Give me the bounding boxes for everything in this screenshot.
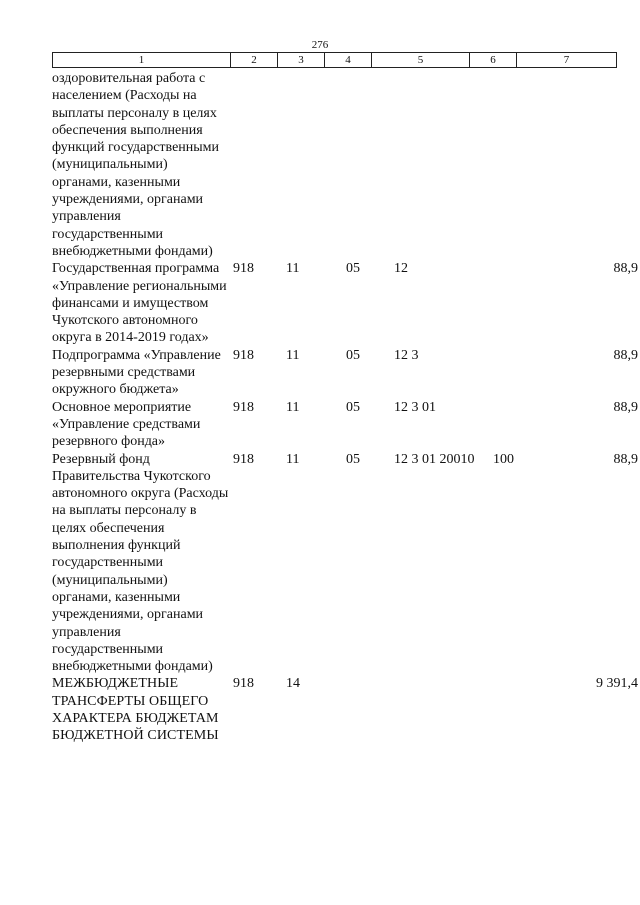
column-number-header: [52, 52, 617, 68]
row-ministry-code: 918: [233, 451, 254, 467]
row-section-code: 11: [286, 261, 300, 277]
row-subsection-code: 05: [346, 261, 360, 277]
row-target-code: [392, 675, 491, 744]
row-amount: [539, 70, 639, 260]
column-number-4: 4: [325, 53, 372, 68]
row-target-code: 12 3 01 20010: [394, 451, 475, 467]
row-subsection-code: [332, 70, 392, 260]
column-number-row: [53, 53, 617, 68]
row-target-code: 12: [394, 261, 408, 277]
row-subsection-code: 05: [346, 347, 360, 363]
row-section-code: 11: [286, 451, 300, 467]
row-ministry-code: 918: [233, 261, 254, 277]
column-number-5: 5: [372, 53, 470, 68]
row-expense-type: [491, 260, 539, 346]
row-amount: 88,9: [613, 451, 638, 467]
row-name: Основное мероприятие «Управление средствами резервного фонда»: [52, 399, 201, 450]
column-number-3: 3: [278, 53, 325, 68]
row-ministry-code: [231, 70, 279, 260]
page-number: 276: [311, 39, 329, 51]
row-name: МЕЖБЮДЖЕТНЫЕ ТРАНСФЕРТЫ ОБЩЕГО ХАРАКТЕРА БЮДЖЕТАМ БЮДЖЕТНОЙ СИСТЕМЫ: [52, 676, 219, 744]
row-section-code: [279, 70, 332, 260]
row-subsection-code: [332, 675, 392, 744]
table-row: [52, 451, 639, 676]
row-section-code: 11: [286, 399, 300, 415]
column-number-7: 7: [517, 53, 617, 68]
row-amount: 88,9: [613, 399, 638, 415]
table-row: [52, 260, 639, 346]
row-expense-type: [491, 675, 539, 744]
row-name: Резервный фонд Правительства Чукотского автономного округа (Расходы на выплаты персоналу в целях обеспечения выполнения функций государственными (муниципальными) органами, казенными учреждениями, органами управления государственными внебюджетными фондами): [52, 451, 229, 675]
row-ministry-code: 918: [233, 347, 254, 363]
table-row: [52, 399, 639, 451]
row-expense-type: [491, 70, 539, 260]
row-name: Государственная программа «Управление региональными финансами и имуществом Чукотского автономного округа в 2014-2019 годах»: [52, 261, 227, 346]
row-amount: 88,9: [613, 347, 638, 363]
row-amount: 88,9: [613, 261, 638, 277]
row-subsection-code: 05: [346, 451, 360, 467]
row-name: оздоровительная работа с населением (Расходы на выплаты персоналу в целях обеспечения выполнения функций государственными (муниципальными) органами, казенными учреждениями, органами управления государственными внебюджетными фондами): [52, 71, 220, 259]
table-row: [52, 675, 639, 744]
table-row: [52, 70, 639, 260]
row-ministry-code: 918: [233, 676, 254, 692]
row-expense-type: [491, 399, 539, 451]
row-expense-type: [491, 347, 539, 399]
row-expense-type: 100: [493, 451, 514, 467]
budget-table: [52, 70, 639, 745]
row-subsection-code: 05: [346, 399, 360, 415]
row-target-code: 12 3: [394, 347, 419, 363]
row-target-code: [392, 70, 491, 260]
row-section-code: 14: [286, 676, 300, 692]
row-amount: 9 391,4: [596, 676, 638, 692]
row-ministry-code: 918: [233, 399, 254, 415]
column-number-6: 6: [470, 53, 517, 68]
column-number-2: 2: [231, 53, 278, 68]
table-row: [52, 347, 639, 399]
column-number-1: 1: [53, 53, 231, 68]
row-section-code: 11: [286, 347, 300, 363]
row-target-code: 12 3 01: [394, 399, 436, 415]
row-name: Подпрограмма «Управление резервными средствами окружного бюджета»: [52, 347, 221, 398]
